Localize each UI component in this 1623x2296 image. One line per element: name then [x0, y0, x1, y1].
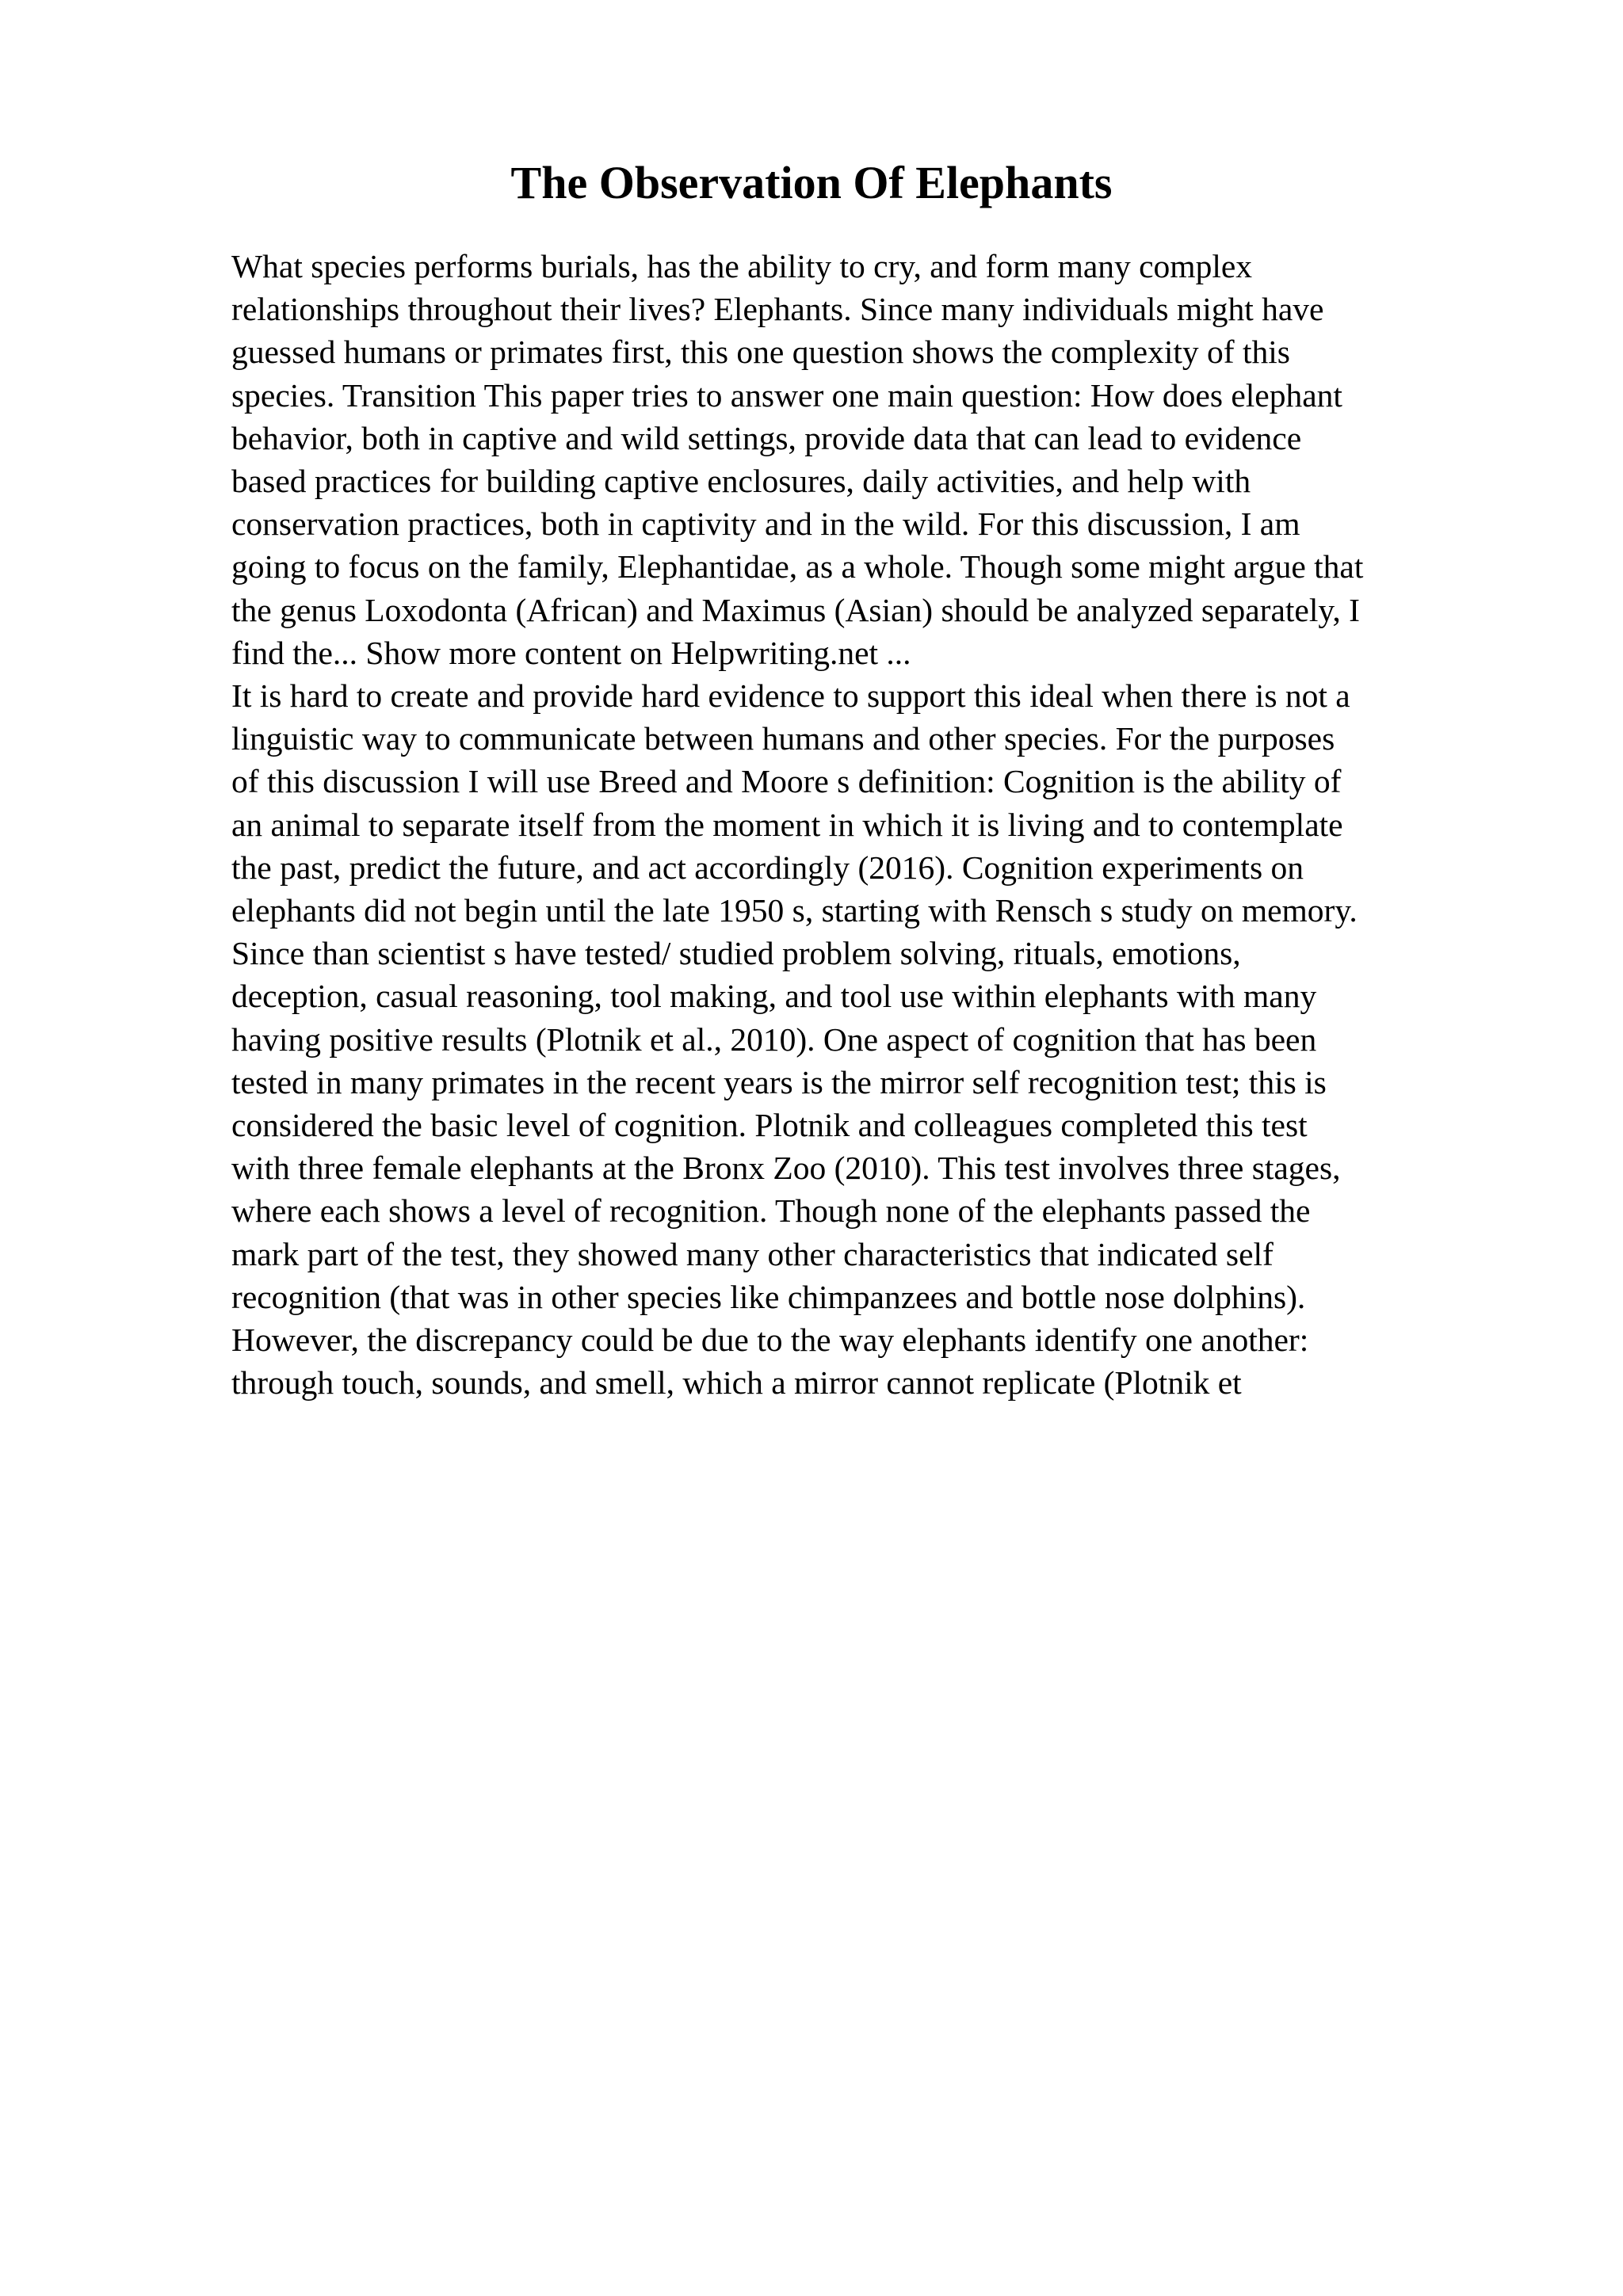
document-title: The Observation Of Elephants [510, 157, 1113, 208]
paragraph-cognition: It is hard to create and provide hard evidence to support this ideal when there is not a linguistic way to communicate between humans and other species. For the purposes of this discussion I will use Breed and Moore s definition: Cognition is the ability of an animal to separate itself from the moment in which it is living and to contemplate the past, predict the future, and act accordingly (2016). Cognition experiments on elephants did not begin until the late 1950 s, starting with Rensch s study on memory. Since than scientist s have tested/ studied problem solving, rituals, emotions, deception, casual reasoning, tool making, and tool use within elephants with many having positive results (Plotnik et al., 2010). One aspect of cognition that has been tested in many primates in the recent years is the mirror self recognition test; this is considered the basic level of cognition. Plotnik and colleagues completed this test with three female elephants at the Bronx Zoo (2010). This test involves three stages, where each shows a level of recognition. Though none of the elephants passed the mark part of the test, they showed many other characteristics that indicated self recognition (that was in other species like chimpanzees and bottle nose dolphins). However, the discrepancy could be due to the way elephants identify one another: through touch, sounds, and smell, which a mirror cannot replicate (Plotnik et [231, 677, 1358, 1402]
document-body [231, 245, 1515, 1404]
paragraph-intro: What species performs burials, has the ability to cry, and form many complex relationships throughout their lives? Elephants. Since many individuals might have guessed humans or primates first, this one question shows the complexity of this species. Transition This paper tries to answer one main question: How does elephant behavior, both in captive and wild settings, provide data that can lead to evidence based practices for building captive enclosures, daily activities, and help with conservation practices, both in captivity and in the wild. For this discussion, I am going to focus on the family, Elephantidae, as a whole. Though some might argue that the genus Loxodonta (African) and Maximus (Asian) should be analyzed separately, I find the... Show more content on Helpwriting.net ... [231, 248, 1364, 671]
